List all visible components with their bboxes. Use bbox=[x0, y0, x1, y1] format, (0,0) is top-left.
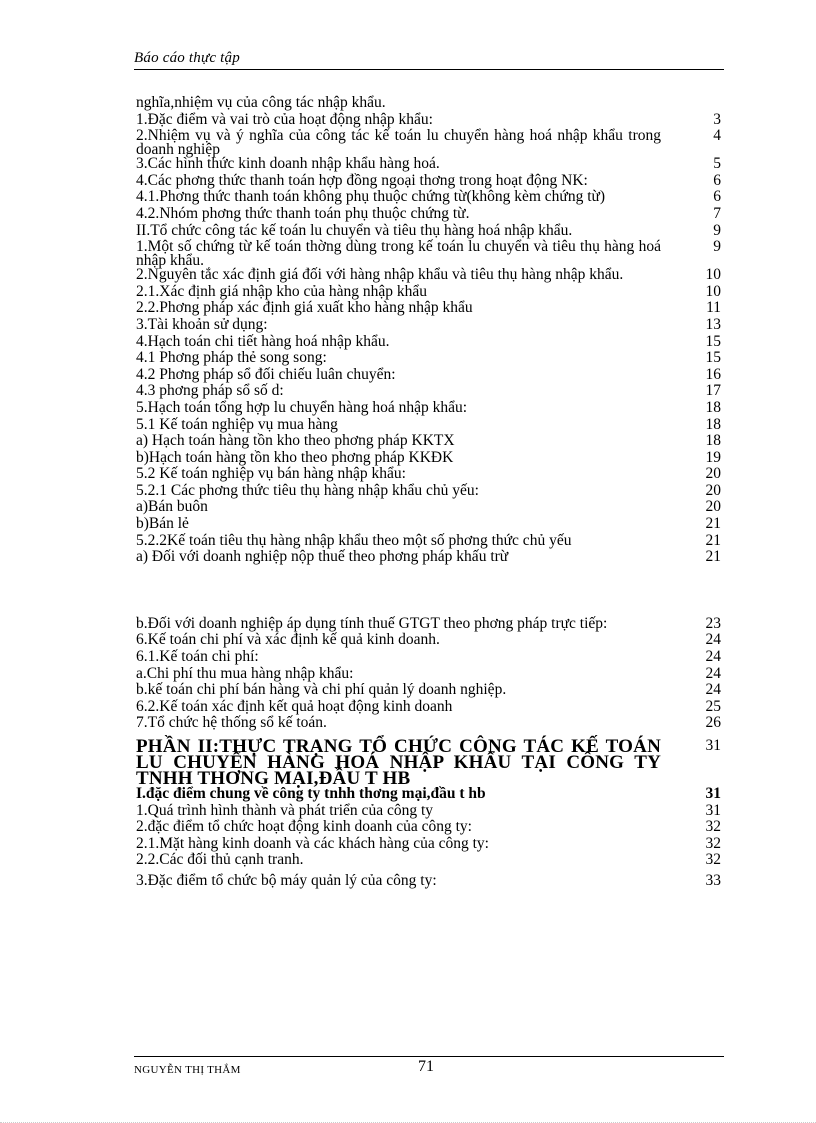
toc-entry-page: 20 bbox=[705, 498, 721, 516]
toc-entry-page: 33 bbox=[705, 871, 721, 889]
toc-entry-title: 2.Nguyên tắc xác định giá đối với hàng nhập khẩu và tiêu thụ hàng nhập khẩu. bbox=[136, 266, 624, 284]
toc-entry-title: 2.1.Xác định giá nhập kho của hàng nhập khẩu bbox=[136, 282, 427, 300]
toc-entry-page: 21 bbox=[705, 515, 721, 533]
toc-entry-title: 2.2.Các đối thủ cạnh tranh. bbox=[136, 851, 304, 869]
toc-entry-title: 3.Đặc điểm tổ chức bộ máy quản lý của công ty: bbox=[136, 871, 437, 889]
toc-entry-page: 19 bbox=[705, 448, 721, 466]
toc-entry-page: 3 bbox=[713, 110, 721, 128]
toc-entry-page: 32 bbox=[705, 834, 721, 852]
toc-entry-page: 16 bbox=[705, 365, 721, 383]
toc-block-3 bbox=[136, 801, 721, 870]
toc-entry-page: 24 bbox=[705, 664, 721, 682]
toc-entry-title: 4.3 phơng pháp sổ số d: bbox=[136, 382, 284, 400]
toc-entry-title: PHẦN II:THỰC TRẠNG TỔ CHỨC CÔNG TÁC KẾ TOÁN LU CHUYỂN HÀNG HOÁ NHẬP KHẨU TẠI CÔNG TY TNHH THƠNG MẠI,ĐẦU T HB bbox=[136, 736, 661, 789]
toc-entry-title: b.Đối với doanh nghiệp áp dụng tính thuế GTGT theo phơng pháp trực tiếp: bbox=[136, 614, 608, 632]
toc-entry[interactable] bbox=[136, 550, 721, 567]
toc-block-4 bbox=[136, 871, 721, 891]
toc-entry-page: 6 bbox=[713, 188, 721, 206]
toc-entry-page: 32 bbox=[705, 818, 721, 836]
toc-entry-title: 5.1 Kế toán nghiệp vụ mua hàng bbox=[136, 415, 338, 433]
toc-entry-page: 26 bbox=[705, 714, 721, 732]
toc-entry-page: 31 bbox=[705, 737, 721, 754]
page-number: 71 bbox=[418, 1058, 434, 1075]
toc-entry-page: 24 bbox=[705, 631, 721, 649]
toc-entry-page: 20 bbox=[705, 481, 721, 499]
toc-entry-title: b)Hạch toán hàng tồn kho theo phơng pháp KKĐK bbox=[136, 448, 454, 466]
toc-entry-page: 9 bbox=[713, 221, 721, 239]
toc-entry-title: 4.Hạch toán chi tiết hàng hoá nhập khẩu. bbox=[136, 332, 390, 350]
toc-entry-page: 17 bbox=[705, 382, 721, 400]
toc-entry[interactable] bbox=[136, 500, 721, 517]
toc-entry[interactable] bbox=[136, 871, 721, 891]
toc-entry-title: 6.2.Kế toán xác định kết quả hoạt động kinh doanh bbox=[136, 697, 453, 715]
toc-entry-title: 2.Nhiệm vụ và ý nghĩa của công tác kế toán lu chuyển hàng hoá nhập khẩu trong doanh nghiệp bbox=[136, 127, 661, 159]
toc-entry-page: 21 bbox=[705, 531, 721, 549]
toc-block-2 bbox=[136, 614, 721, 733]
toc-entry-title: 4.1.Phơng thức thanh toán không phụ thuộc chứng từ(không kèm chứng từ) bbox=[136, 188, 606, 206]
footer-author: NGUYỄN THỊ THẮM bbox=[134, 1064, 241, 1076]
header-divider bbox=[134, 69, 724, 70]
toc-entry[interactable] bbox=[136, 481, 721, 501]
toc-entry-page: 4 bbox=[713, 127, 721, 145]
toc-entry[interactable] bbox=[136, 129, 721, 157]
toc-entry-title: a) Đối với doanh nghiệp nộp thuế theo phơng pháp khấu trừ bbox=[136, 548, 509, 566]
toc-entry-page: 31 bbox=[705, 801, 721, 819]
toc-entry-title: 4.2 Phơng pháp sổ đối chiếu luân chuyển: bbox=[136, 365, 396, 383]
toc-entry-title: 6.1.Kế toán chi phí: bbox=[136, 648, 259, 666]
toc-entry-page: 24 bbox=[705, 648, 721, 666]
toc-entry-page: 9 bbox=[713, 238, 721, 256]
toc-entry-page: 10 bbox=[705, 266, 721, 284]
toc-entry[interactable] bbox=[136, 716, 721, 733]
toc-entry-title: 5.2 Kế toán nghiệp vụ bán hàng nhập khẩu: bbox=[136, 465, 406, 483]
toc-entry-page: 15 bbox=[705, 349, 721, 367]
toc-entry-page: 32 bbox=[705, 851, 721, 869]
toc-entry-title: 7.Tổ chức hệ thống sổ kế toán. bbox=[136, 714, 327, 732]
toc-entry-page: 10 bbox=[705, 282, 721, 300]
toc-entry-page: 13 bbox=[705, 315, 721, 333]
toc-entry-title: 5.2.1 Các phơng thức tiêu thụ hàng nhập khẩu chủ yếu: bbox=[136, 481, 479, 499]
toc-entry-page: 20 bbox=[705, 465, 721, 483]
toc-entry-page: 24 bbox=[705, 681, 721, 699]
toc-entry-page: 31 bbox=[705, 785, 721, 802]
footer-divider bbox=[134, 1056, 724, 1057]
toc-entry-page: 11 bbox=[706, 299, 721, 317]
toc-entry-title: 2.1.Mặt hàng kinh doanh và các khách hàng của công ty: bbox=[136, 834, 489, 852]
toc-entry-title: 6.Kế toán chi phí và xác định kế quả kinh doanh. bbox=[136, 631, 440, 649]
table-of-contents bbox=[136, 96, 721, 891]
toc-entry-page: 25 bbox=[705, 697, 721, 715]
toc-entry-title: nghĩa,nhiệm vụ của công tác nhập khẩu. bbox=[136, 94, 386, 111]
toc-block-1 bbox=[136, 96, 721, 567]
toc-entry-page: 7 bbox=[713, 204, 721, 222]
toc-entry-page: 6 bbox=[713, 171, 721, 189]
toc-entry-title: 4.Các phơng thức thanh toán hợp đồng ngoại thơng trong hoạt động NK: bbox=[136, 171, 588, 189]
toc-entry-page: 21 bbox=[705, 548, 721, 566]
toc-entry-title: b.kế toán chi phí bán hàng và chi phí quản lý doanh nghiệp. bbox=[136, 681, 507, 699]
toc-entry-page: 5 bbox=[713, 155, 721, 173]
toc-entry-page: 15 bbox=[705, 332, 721, 350]
toc-entry-title: b)Bán lẻ bbox=[136, 515, 189, 533]
page-header-title: Báo cáo thực tập bbox=[134, 50, 240, 66]
toc-entry-title: 2.2.Phơng pháp xác định giá xuất kho hàng nhập khẩu bbox=[136, 299, 473, 317]
toc-entry-title: 3.Tài khoản sử dụng: bbox=[136, 315, 268, 333]
toc-entry-title: II.Tổ chức công tác kế toán lu chuyển và tiêu thụ hàng hoá nhập khẩu. bbox=[136, 221, 573, 239]
toc-entry-page: 23 bbox=[705, 614, 721, 632]
toc-entry-title: 5.Hạch toán tổng hợp lu chuyển hàng hoá nhập khẩu: bbox=[136, 398, 468, 416]
toc-entry-page: 18 bbox=[705, 432, 721, 450]
toc-entry-title: 5.2.2Kế toán tiêu thụ hàng nhập khẩu theo một số phơng thức chủ yếu bbox=[136, 531, 572, 549]
toc-part-heading[interactable] bbox=[136, 736, 721, 789]
toc-entry[interactable] bbox=[136, 853, 721, 870]
toc-entry-title: 1.Một số chứng từ kế toán thờng dùng trong kế toán lu chuyển và tiêu thụ hàng hoá nhập khẩu. bbox=[136, 238, 661, 270]
toc-entry-title: 4.2.Nhóm phơng thức thanh toán phụ thuộc chứng từ. bbox=[136, 204, 470, 222]
toc-entry-title: 2.đặc điểm tổ chức hoạt động kinh doanh của công ty: bbox=[136, 818, 472, 836]
toc-entry[interactable] bbox=[136, 398, 721, 418]
toc-entry-page: 18 bbox=[705, 398, 721, 416]
toc-entry-title: a) Hạch toán hàng tồn kho theo phơng pháp KKTX bbox=[136, 432, 455, 450]
toc-entry-title: a)Bán buôn bbox=[136, 498, 208, 516]
toc-entry-title: 4.1 Phơng pháp thẻ song song: bbox=[136, 349, 327, 367]
toc-entry-title: 1.Đặc điểm và vai trò của hoạt động nhập khẩu: bbox=[136, 110, 433, 128]
toc-entry-page: 18 bbox=[705, 415, 721, 433]
toc-entry-title: 1.Quá trình hình thành và phát triển của công ty bbox=[136, 801, 434, 819]
toc-entry-title: I.đặc điểm chung về công ty tnhh thơng mại,đầu t hb bbox=[136, 785, 486, 802]
toc-entry-title: 3.Các hình thức kinh doanh nhập khẩu hàng hoá. bbox=[136, 155, 440, 173]
toc-entry[interactable] bbox=[136, 240, 721, 268]
toc-entry-title: a.Chi phí thu mua hàng nhập khẩu: bbox=[136, 664, 354, 682]
